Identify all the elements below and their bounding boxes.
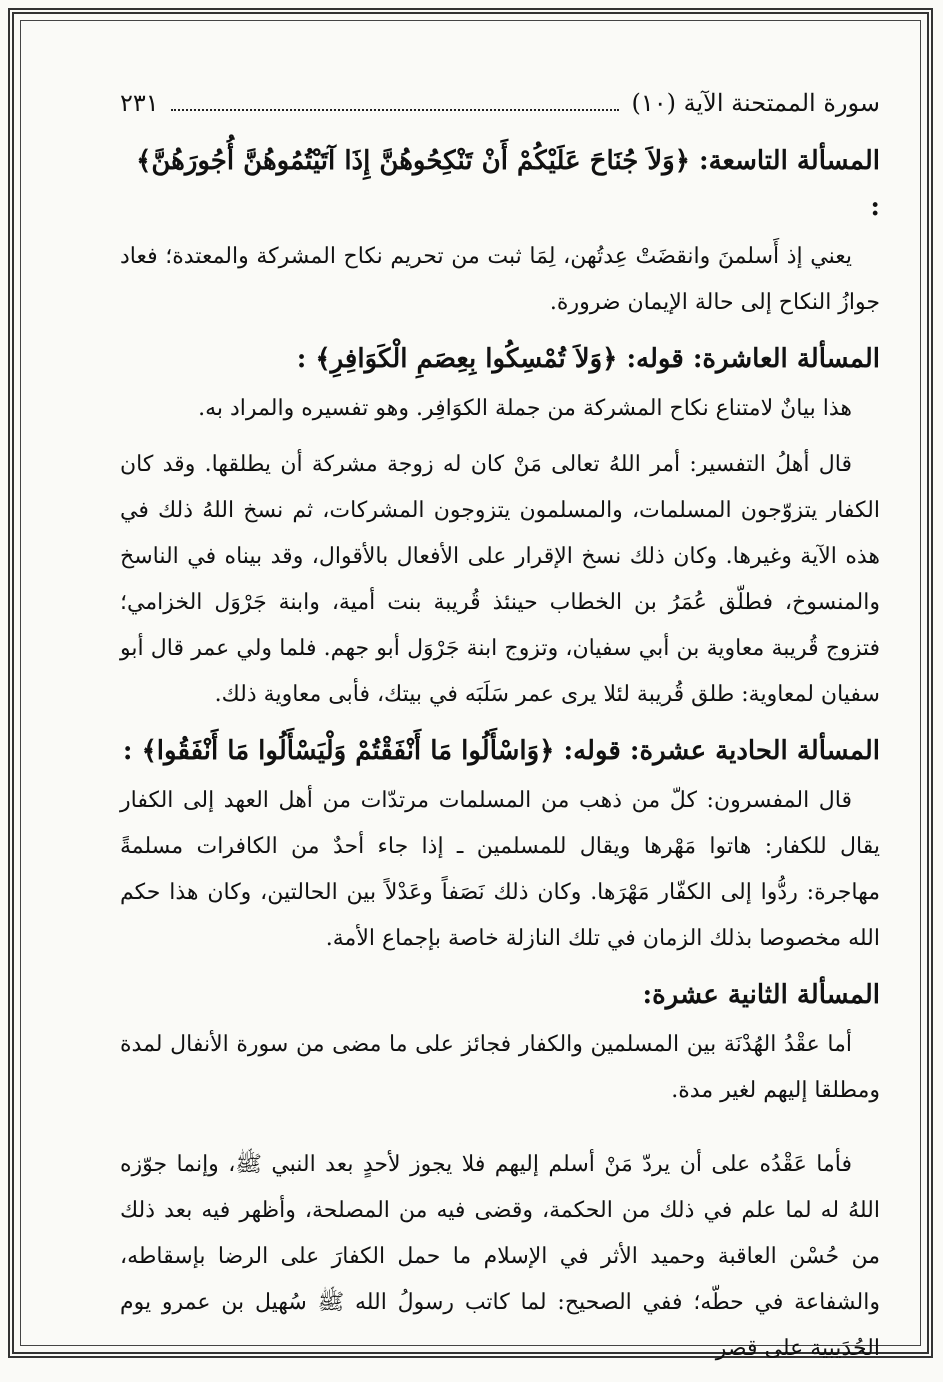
page-number: ٢٣١ <box>120 89 159 117</box>
page-content <box>120 86 880 1382</box>
ayah-quote: ﴿وَلاَ جُنَاحَ عَلَيْكُمْ أَنْ تَنْكِحُوهُنَّ إِذَا آتَيْتُمُوهُنَّ أُجُورَهُنَّ﴾ : <box>136 146 880 222</box>
paragraph: قال المفسرون: كلّ من ذهب من المسلمات مرتدّات من أهل العهد إلى الكفار يقال للكفار: هاتوا مَهْرها ويقال للمسلمين ـ إذا جاء أحدٌ من الكافرات مسلمةً مهاجرة: ردُّوا إلى الكفّار مَهْرَها. وكان ذلك نَصَفاً وعَدْلاً بين الحالتين، وكان هذا حكم الله مخصوصا بذلك الزمان في تلك النازلة خاصة بإجماع الأمة. <box>120 788 880 951</box>
section-12 <box>120 972 880 1372</box>
heading-label: المسألة العاشرة: قوله: <box>626 344 880 374</box>
section-11 <box>120 728 880 962</box>
section-heading <box>120 728 880 774</box>
heading-label: المسألة التاسعة: <box>699 146 880 176</box>
section-heading <box>120 972 880 1018</box>
paragraph: يعني إذ أَسلمنَ وانقضَتْ عِدتُهن، لِمَا ثبت من تحريم نكاح المشركة والمعتدة؛ فعاد جوازُ النكاح إلى حالة الإيمان ضرورة. <box>120 244 880 315</box>
header-title: سورة الممتحنة الآية (١٠) <box>631 89 880 117</box>
paragraph: أما عقْدُ الهُدْنَة بين المسلمين والكفار فجائز على ما مضى من سورة الأنفال لمدة ومطلقا إليهم لغير مدة. <box>120 1032 880 1103</box>
heading-label: المسألة الحادية عشرة: قوله: <box>563 736 880 766</box>
paragraph: فأما عَقْدُه على أن يردّ مَنْ أسلم إليهم فلا يجوز لأحدٍ بعد النبي ﷺ، وإنما جوّزه اللهُ له لما علم في ذلك من الحكمة، وقضى فيه من المصلحة، وأظهر فيه بعد ذلك من حُسْن العاقبة وحميد الأثر في الإسلام ما حمل الكفارَ على الرضا بإسقاطه، والشفاعة في حطّه؛ ففي الصحيح: لما كاتب رسولُ الله ﷺ سُهيل بن عمرو يوم الحُدَيبية على قصر <box>120 1152 880 1361</box>
ayah-quote: ﴿وَلاَ تُمْسِكُوا بِعِصَمِ الْكَوَافِرِ﴾ : <box>296 344 618 374</box>
section-heading <box>120 138 880 230</box>
section-heading <box>120 336 880 382</box>
paragraph: قال أهلُ التفسير: أمر اللهُ تعالى مَنْ كان له زوجة مشركة أن يطلقها. وقد كان الكفار يتزوّجون المسلمات، والمسلمون يتزوجون المشركات، ثم نسخ اللهُ ذلك في هذه الآية وغيرها. وكان ذلك نسخ الإقرار على الأفعال بالأقوال، وقد بيناه في الناسخ والمنسوخ، فطلّق عُمَرُ بن الخطاب حينئذ قُريبة بنت أمية، وابنة جَرْوَل الخزامي؛ فتزوج قُريبة معاوية بن أبي سفيان، وتزوج ابنة جَرْوَل أبو جهم. فلما ولي عمر قال أبو سفيان لمعاوية: طلق قُريبة لئلا يرى عمر سَلَبَه في بيتك، فأبى معاوية ذلك. <box>120 452 880 707</box>
header-dots <box>171 109 620 111</box>
section-9 <box>120 138 880 326</box>
section-10 <box>120 336 880 718</box>
heading-label: المسألة الثانية عشرة: <box>642 980 880 1010</box>
spacer <box>120 1124 880 1142</box>
paragraph: هذا بيانٌ لامتناع نكاح المشركة من جملة الكوَافِر. وهو تفسيره والمراد به. <box>198 396 852 421</box>
running-header <box>120 86 880 120</box>
ayah-quote: ﴿وَاسْأَلُوا مَا أَنْفَقْتُمْ وَلْيَسْأَلُوا مَا أَنْفَقُوا﴾ : <box>122 736 555 766</box>
